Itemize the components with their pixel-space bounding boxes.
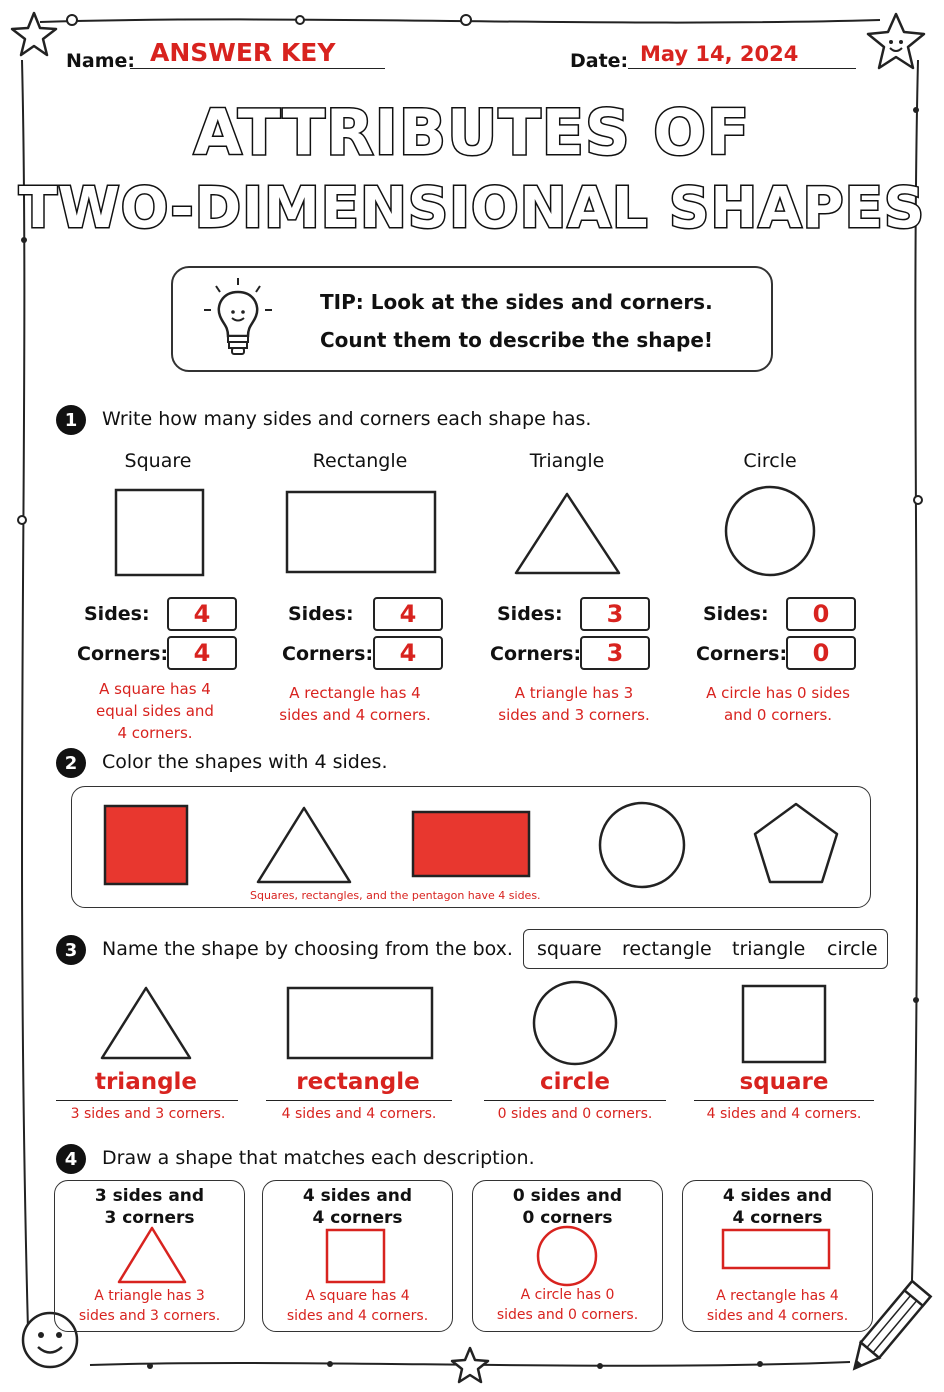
question-4-number: 4	[56, 1144, 86, 1174]
name-value[interactable]: ANSWER KEY	[150, 38, 336, 67]
q3-explain-4: 4 sides and 4 corners.	[706, 1106, 862, 1122]
q4-card-2-explain-1: A square has 4	[305, 1288, 410, 1304]
q4-card-3-explain-1: A circle has 0	[520, 1287, 615, 1303]
triangle-shape	[516, 494, 619, 573]
word-bank-rectangle: rectangle	[622, 938, 712, 960]
circle-label: Circle	[743, 450, 797, 472]
q3-square	[743, 986, 825, 1062]
colored-rectangle	[413, 812, 529, 876]
date-value[interactable]: May 14, 2024	[640, 42, 799, 66]
star-icon	[10, 10, 58, 58]
circle-sides-box[interactable]: 0	[786, 597, 856, 631]
star-icon	[450, 1345, 490, 1385]
rectangle-corners-box[interactable]: 4	[373, 636, 443, 670]
question-4-prompt: Draw a shape that matches each description.	[102, 1147, 535, 1169]
circle-explanation: A circle has 0 sides and 0 corners.	[706, 684, 850, 724]
q3-explain-1: 3 sides and 3 corners.	[70, 1106, 226, 1122]
corners-label: Corners:	[696, 643, 788, 665]
q3-answer-4[interactable]: square	[739, 1069, 829, 1095]
page-title-line2: TWO-DIMENSIONAL SHAPES	[18, 176, 926, 241]
square-shape	[116, 490, 203, 575]
drawn-triangle	[119, 1228, 185, 1282]
tip-line2: Count them to describe the shape!	[320, 328, 714, 352]
pentagon-outline	[755, 804, 837, 882]
sides-label: Sides:	[288, 603, 354, 625]
q4-card-1-desc-1: 3 sides and	[94, 1186, 205, 1206]
q4-card-2-desc-1: 4 sides and	[302, 1186, 413, 1206]
q3-answer-line-1	[56, 1100, 238, 1101]
q4-card-1-explain-2: sides and 3 corners.	[78, 1308, 221, 1324]
name-underline	[130, 68, 385, 69]
triangle-sides-box[interactable]: 3	[580, 597, 650, 631]
circle-shape	[726, 487, 814, 575]
q4-card-3-desc-2: 0 corners	[522, 1208, 613, 1228]
q4-card-2-desc-2: 4 corners	[312, 1208, 403, 1228]
smiling-star-icon	[864, 10, 928, 74]
question-1-prompt: Write how many sides and corners each shape has.	[102, 408, 592, 430]
q4-card-2-explain-2: sides and 4 corners.	[286, 1308, 429, 1324]
q3-answer-line-2	[266, 1100, 452, 1101]
q4-drawn-shapes	[0, 1224, 944, 1290]
page-title-line1: ATTRIBUTES OF	[193, 96, 751, 169]
triangle-corners-box[interactable]: 3	[580, 636, 650, 670]
q1-shapes	[0, 480, 944, 580]
question-3-prompt: Name the shape by choosing from the box.	[102, 938, 513, 960]
drawn-rectangle	[723, 1230, 829, 1268]
rectangle-shape	[287, 492, 435, 572]
q3-rectangle	[288, 988, 432, 1058]
drawn-circle	[538, 1227, 596, 1285]
tip-line1: TIP: Look at the sides and corners.	[320, 290, 713, 314]
question-3-number: 3	[56, 935, 86, 965]
q4-card-4-desc-2: 4 corners	[732, 1208, 823, 1228]
square-label: Square	[124, 450, 192, 472]
q3-shapes	[0, 980, 944, 1070]
q4-card-1-explain-1: A triangle has 3	[94, 1288, 205, 1304]
q3-explain-2: 4 sides and 4 corners.	[281, 1106, 437, 1122]
q4-card-4-desc-1: 4 sides and	[722, 1186, 833, 1206]
name-label: Name:	[66, 50, 136, 72]
question-2-number: 2	[56, 748, 86, 778]
word-bank-square: square	[537, 938, 602, 960]
square-corners-box[interactable]: 4	[167, 636, 237, 670]
square-explanation: A square has 4 equal sides and 4 corners.	[96, 680, 214, 742]
date-underline	[628, 68, 856, 69]
q3-answer-line-3	[484, 1100, 666, 1101]
triangle-label: Triangle	[529, 450, 605, 472]
q4-card-3-desc-1: 0 sides and	[512, 1186, 623, 1206]
circle-corners-box[interactable]: 0	[786, 636, 856, 670]
lightbulb-icon	[200, 276, 276, 364]
q3-answer-2[interactable]: rectangle	[296, 1069, 420, 1095]
rectangle-label: Rectangle	[312, 450, 408, 472]
corners-label: Corners:	[282, 643, 374, 665]
sides-label: Sides:	[497, 603, 563, 625]
q3-triangle	[102, 988, 190, 1058]
corners-label: Corners:	[77, 643, 169, 665]
drawn-square	[327, 1230, 384, 1282]
sides-label: Sides:	[84, 603, 150, 625]
colored-square	[105, 806, 187, 884]
question-1-number: 1	[56, 405, 86, 435]
q4-card-3-explain-2: sides and 0 corners.	[496, 1307, 639, 1323]
q3-explain-3: 0 sides and 0 corners.	[497, 1106, 653, 1122]
q4-card-4-explain-1: A rectangle has 4	[716, 1288, 839, 1304]
triangle-explanation: A triangle has 3 sides and 3 corners.	[498, 684, 650, 724]
word-bank-circle: circle	[827, 938, 878, 960]
q3-answer-3[interactable]: circle	[540, 1069, 610, 1095]
square-sides-box[interactable]: 4	[167, 597, 237, 631]
q4-card-1-desc-2: 3 corners	[104, 1208, 195, 1228]
circle-outline	[600, 803, 684, 887]
triangle-outline	[258, 808, 350, 882]
q3-circle	[534, 982, 616, 1064]
q3-answer-line-4	[694, 1100, 874, 1101]
word-bank-triangle: triangle	[732, 938, 806, 960]
q3-answer-1[interactable]: triangle	[94, 1069, 198, 1095]
corners-label: Corners:	[490, 643, 582, 665]
q2-note: Squares, rectangles, and the pentagon have 4 sides.	[250, 889, 541, 902]
date-label: Date:	[570, 50, 629, 72]
rectangle-sides-box[interactable]: 4	[373, 597, 443, 631]
sides-label: Sides:	[703, 603, 769, 625]
question-2-prompt: Color the shapes with 4 sides.	[102, 751, 388, 773]
q4-card-4-explain-2: sides and 4 corners.	[706, 1308, 849, 1324]
rectangle-explanation: A rectangle has 4 sides and 4 corners.	[279, 684, 431, 724]
